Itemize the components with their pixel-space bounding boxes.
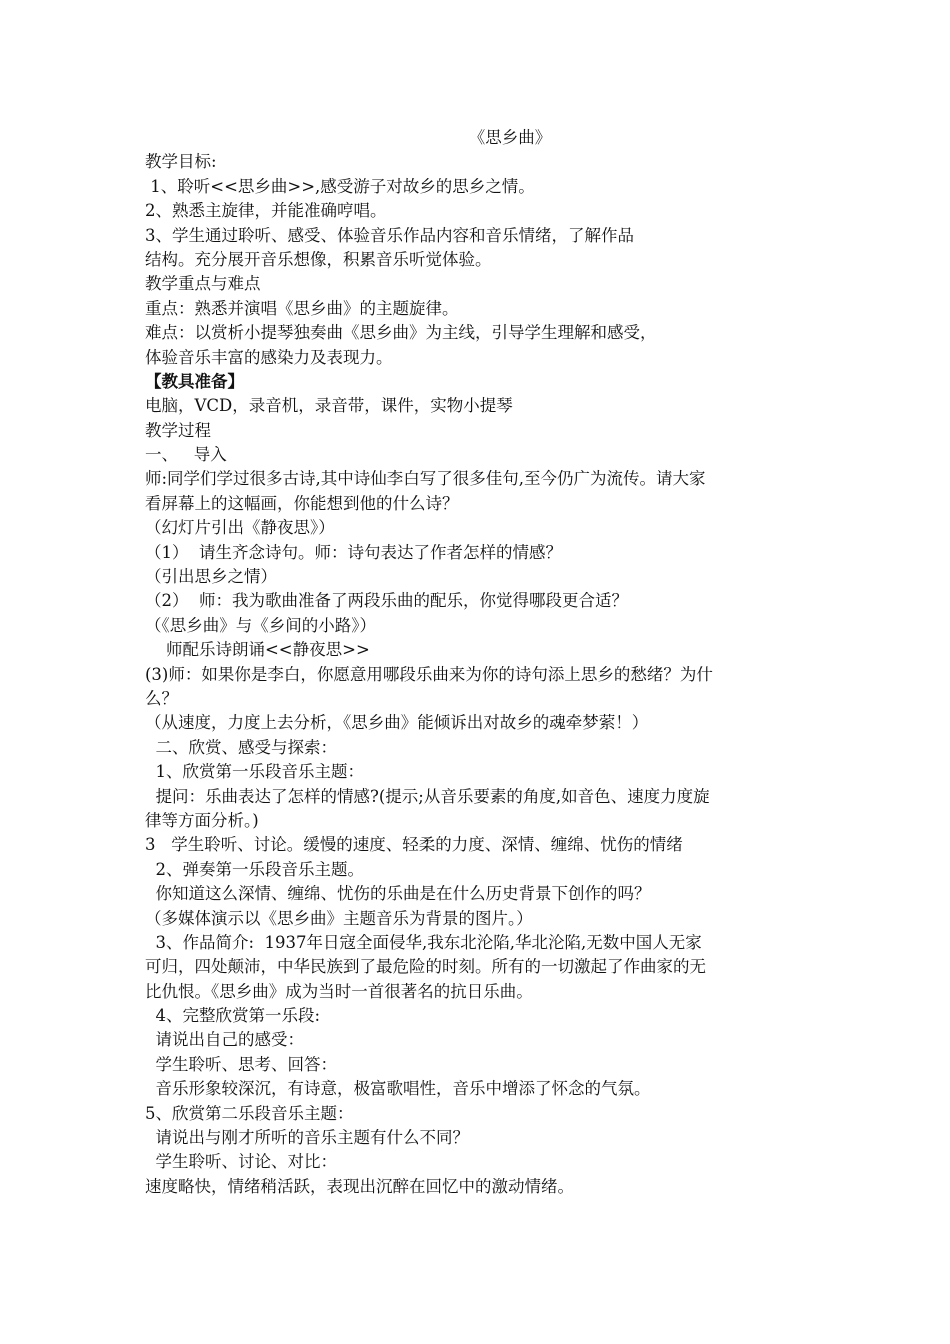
paragraph-line: 可归，四处颠沛，中华民族到了最危险的时刻。所有的一切激起了作曲家的无 <box>145 957 706 977</box>
paragraph-line: （1） 请生齐念诗句。师：诗句表达了作者怎样的情感？ <box>145 542 562 562</box>
paragraph-line: 电脑，VCD，录音机，录音带，课件，实物小提琴 <box>145 396 513 416</box>
paragraph-line: 提问：乐曲表达了怎样的情感?(提示;从音乐要素的角度,如音色、速度力度旋 <box>145 786 710 806</box>
paragraph-line: 5、欣赏第二乐段音乐主题： <box>145 1103 354 1123</box>
paragraph-line: 1、欣赏第一乐段音乐主题： <box>145 762 364 782</box>
paragraph-line: 你知道这么深情、缠绵、忧伤的乐曲是在什么历史背景下创作的吗？ <box>145 884 651 904</box>
paragraph-line: 2、弹奏第一乐段音乐主题。 <box>145 859 364 879</box>
paragraph-line: 一、 导入 <box>145 445 227 465</box>
paragraph-line: 2、熟悉主旋律，并能准确哼唱。 <box>145 201 387 221</box>
paragraph-line: （从速度，力度上去分析，《思乡曲》能倾诉出对故乡的魂牵梦萦！） <box>145 713 649 733</box>
paragraph-line: 么？ <box>145 688 178 708</box>
paragraph-line: 律等方面分析。) <box>145 810 259 830</box>
paragraph-line: （2） 师：我为歌曲准备了两段乐曲的配乐，你觉得哪段更合适？ <box>145 591 628 611</box>
paragraph-line: 请说出自己的感受： <box>145 1030 304 1050</box>
paragraph-line: （幻灯片引出《静夜思》） <box>145 518 335 538</box>
paragraph-line: 请说出与刚才所听的音乐主题有什么不同？ <box>145 1128 469 1148</box>
paragraph-line: 学生聆听、思考、回答： <box>145 1054 337 1074</box>
paragraph-line: 体验音乐丰富的感染力及表现力。 <box>145 347 393 367</box>
paragraph-line: 教学重点与难点 <box>145 274 261 294</box>
document-body <box>145 126 815 1199</box>
paragraph-line: 师:同学们学过很多古诗,其中诗仙李白写了很多佳句,至今仍广为流传。请大家 <box>145 469 706 489</box>
paragraph-line: 比仇恨。《思乡曲》成为当时一首很著名的抗日乐曲。 <box>145 981 533 1001</box>
paragraph-line: 速度略快，情绪稍活跃，表现出沉醉在回忆中的激动情绪。 <box>145 1176 574 1196</box>
paragraph-line: 学生聆听、讨论、对比： <box>145 1152 337 1172</box>
paragraph-line: 3、作品简介: 1937年日寇全面侵华,我东北沦陷,华北沦陷,无数中国人无家 <box>145 932 702 952</box>
paragraph-line: 4、完整欣赏第一乐段: <box>145 1006 321 1026</box>
paragraph-line: （引出思乡之情） <box>145 567 277 587</box>
document-lines <box>145 150 815 1199</box>
paragraph-line: （《思乡曲》与《乡间的小路》） <box>145 615 376 635</box>
paragraph-line: 音乐形象较深沉，有诗意，极富歌唱性，音乐中增添了怀念的气氛。 <box>145 1079 651 1099</box>
paragraph-line: 教学过程 <box>145 420 211 440</box>
paragraph-line: 教学目标: <box>145 152 217 172</box>
paragraph-line: 结构。充分展开音乐想像，积累音乐听觉体验。 <box>145 249 492 269</box>
paragraph-line: (3)师：如果你是李白，你愿意用哪段乐曲来为你的诗句添上思乡的愁绪？为什 <box>145 664 713 684</box>
paragraph-line: 3、学生通过聆听、感受、体验音乐作品内容和音乐情绪，了解作品 <box>145 225 634 245</box>
paragraph-line: 难点：以赏析小提琴独奏曲《思乡曲》为主线，引导学生理解和感受， <box>145 323 657 343</box>
paragraph-line: 3 学生聆听、讨论。缓慢的速度、轻柔的力度、深情、缠绵、忧伤的情绪 <box>145 835 683 855</box>
paragraph-line: 二、欣赏、感受与探索： <box>145 737 337 757</box>
paragraph-line: 重点：熟悉并演唱《思乡曲》的主题旋律。 <box>145 298 459 318</box>
document-title: 《思乡曲》 <box>468 128 552 147</box>
paragraph-line: （多媒体演示以《思乡曲》主题音乐为背景的图片。） <box>145 908 533 928</box>
paragraph-line: 师配乐诗朗诵<<静夜思>> <box>145 640 370 660</box>
paragraph-line: 看屏幕上的这幅画，你能想到他的什么诗？ <box>145 493 459 513</box>
paragraph-line: 【教具准备】 <box>145 371 244 391</box>
paragraph-line: 1、聆听<<思乡曲>>,感受游子对故乡的思乡之情。 <box>145 176 535 196</box>
